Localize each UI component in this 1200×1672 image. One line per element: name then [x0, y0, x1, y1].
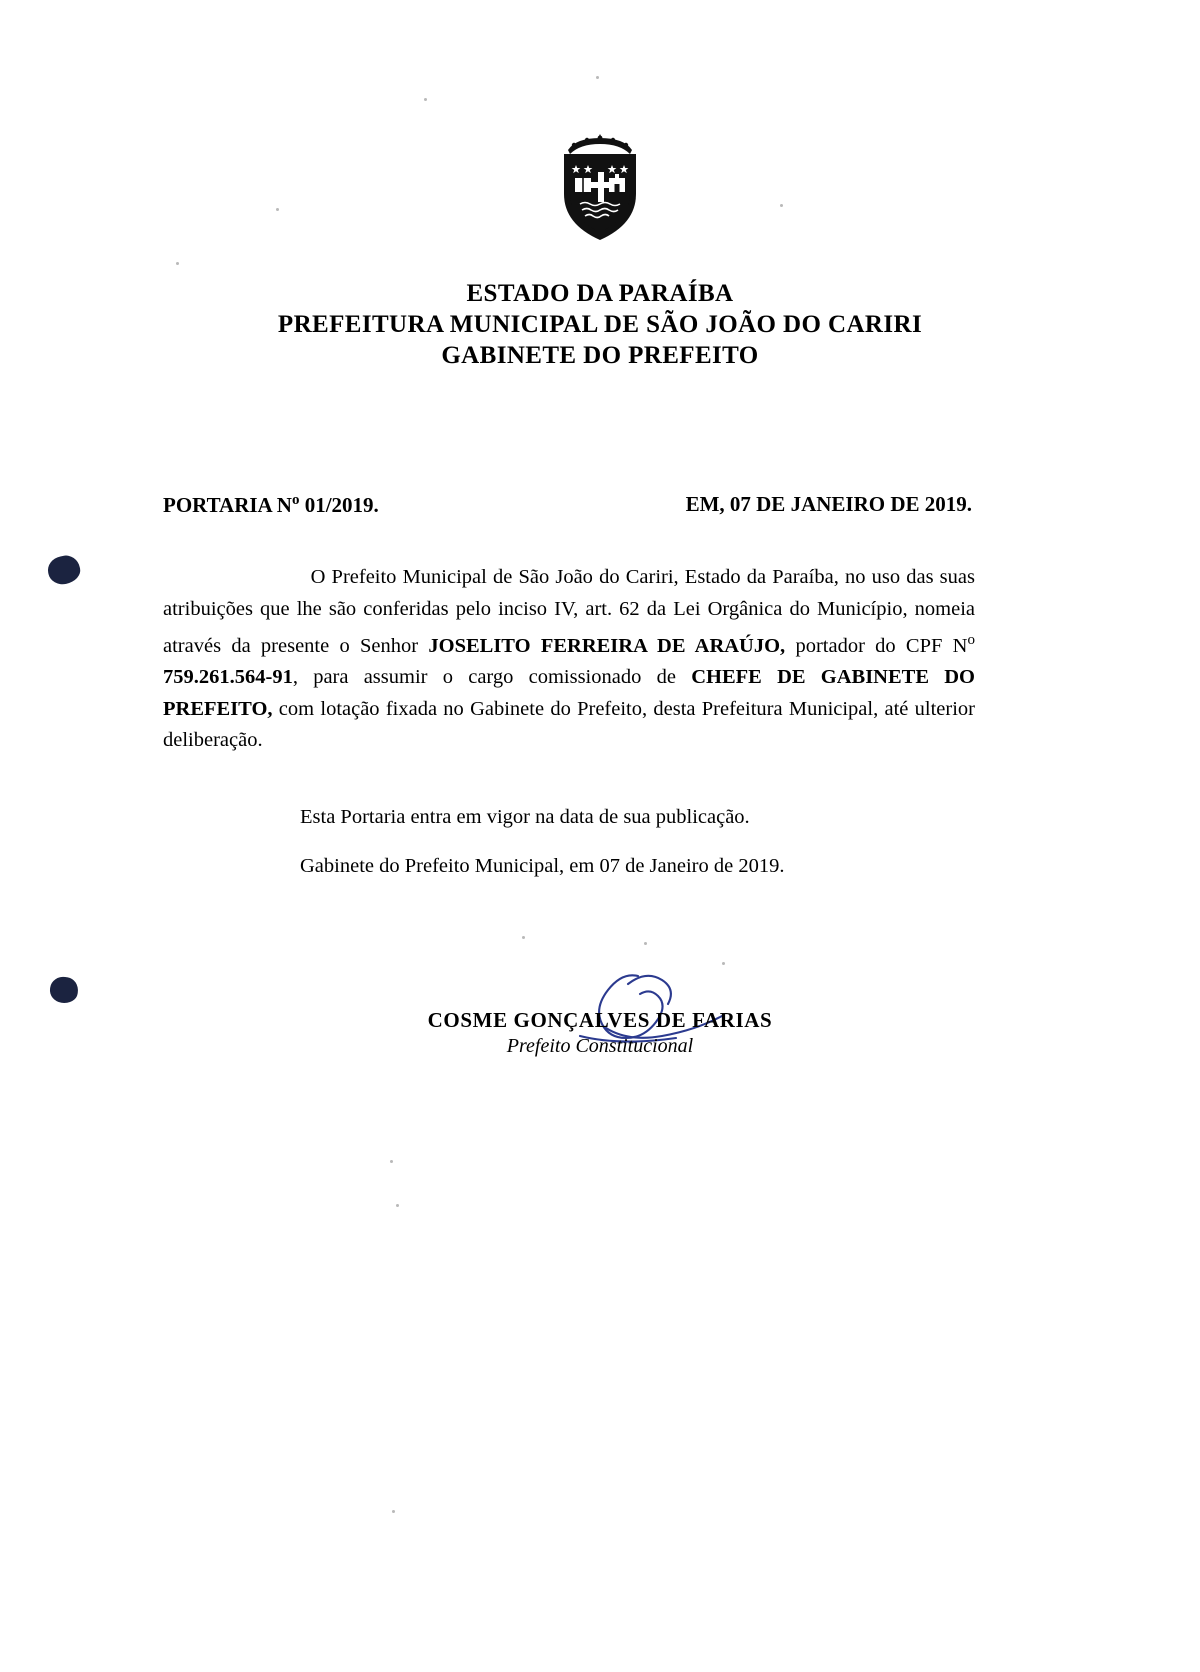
scan-artifact-mark — [45, 553, 82, 587]
body-paragraph-3 — [300, 851, 1000, 883]
header-line-state: ESTADO DA PARAÍBA — [466, 280, 734, 307]
paragraph-1-text-a: O Prefeito Municipal de São João do Cariri, Estado da Paraíba, no uso das suas atribuições que lhe são conferidas pelo inciso IV, art. 62 da Lei Orgânica do Município, nomeia através da presente o Senhor — [163, 566, 975, 657]
scan-speck — [390, 1160, 393, 1163]
scan-speck — [780, 204, 783, 207]
appointed-role: CHEFE DE GABINETE DO PREFEITO, — [163, 666, 976, 720]
appointee-name: JOSELITO FERREIRA DE ARAÚJO, — [428, 634, 786, 657]
portaria-label: PORTARIA N — [163, 493, 292, 517]
paragraph-1-text-d: com lotação fixada no Gabinete do Prefeito, desta Prefeitura Municipal, até ulterior deliberação. — [163, 697, 975, 752]
scan-speck — [596, 76, 599, 79]
scan-speck — [424, 98, 427, 101]
scan-artifact-mark — [48, 975, 79, 1005]
body-paragraph-1 — [163, 562, 975, 757]
cpf-value: 759.261.564-91 — [163, 666, 293, 689]
header-line-city: PREFEITURA MUNICIPAL DE SÃO JOÃO DO CARIRI — [277, 311, 923, 338]
paragraph-2-text: Esta Portaria entra em vigor na data de sua publicação. — [300, 806, 750, 828]
coat-of-arms-container — [0, 132, 1200, 244]
portaria-value: 01/2019. — [299, 493, 379, 517]
scan-speck — [644, 942, 647, 945]
paragraph-1-text-c: , para assumir o cargo comissionado de — [292, 666, 692, 689]
body-paragraph-2 — [300, 802, 1000, 834]
portaria-ordinal: o — [291, 492, 300, 508]
scan-speck — [722, 962, 725, 965]
scan-speck — [176, 262, 179, 265]
cpf-ordinal: o — [967, 632, 975, 648]
signer-role: Prefeito Constitucional — [506, 1035, 694, 1057]
scan-speck — [392, 1510, 395, 1513]
header-line-office: GABINETE DO PREFEITO — [441, 342, 759, 369]
signer-name: COSME GONÇALVES DE FARIAS — [427, 1008, 773, 1032]
paragraph-1-text-b: portador do CPF N — [785, 634, 968, 657]
coat-of-arms-icon — [554, 132, 646, 244]
scan-speck — [276, 208, 279, 211]
portaria-number — [163, 492, 379, 518]
paragraph-3-text: Gabinete do Prefeito Municipal, em 07 de Janeiro de 2019. — [300, 855, 785, 877]
scan-speck — [522, 936, 525, 939]
document-header — [0, 278, 1200, 371]
signature-block — [0, 1008, 1200, 1058]
scan-speck — [396, 1204, 399, 1207]
document-date: EM, 07 DE JANEIRO DE 2019. — [685, 492, 972, 516]
